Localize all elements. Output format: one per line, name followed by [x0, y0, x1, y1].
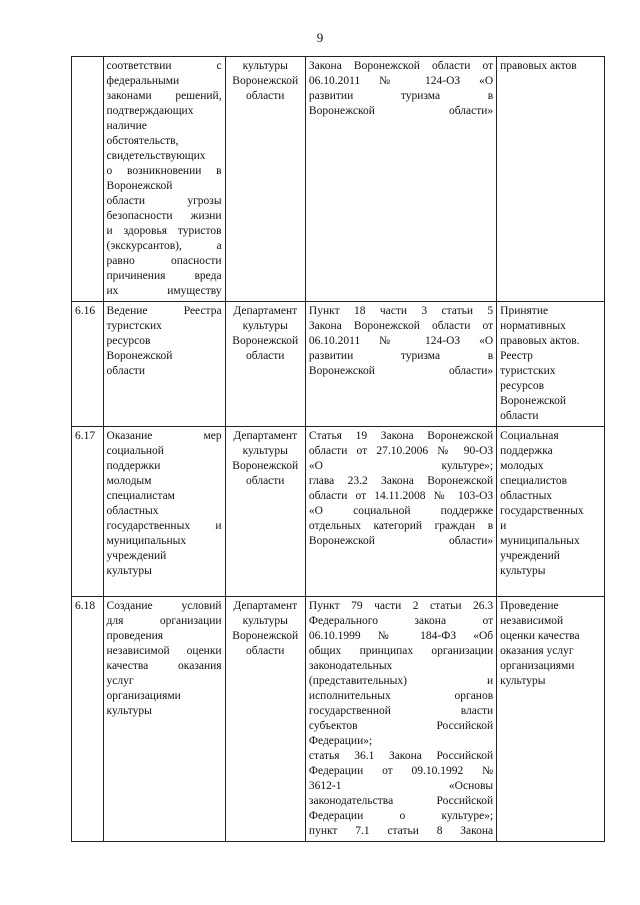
cell-line: культуры	[500, 675, 546, 687]
cell-line: безопасности жизни	[106, 210, 222, 222]
cell-line: социальной	[106, 445, 164, 457]
cell-line: нормативных	[500, 320, 566, 332]
authority-content-cell	[103, 57, 225, 302]
authority-content-cell	[103, 597, 225, 842]
cell-line: Федерации о культуре»;	[308, 810, 494, 822]
cell-line: законодательства Российской	[308, 795, 494, 807]
result-cell	[497, 427, 605, 597]
result-cell	[497, 597, 605, 842]
cell-line: общих принципах организации	[308, 645, 494, 657]
cell-line: Оказание мер	[106, 430, 222, 442]
cell-line: 3612-1 «Основы	[308, 780, 494, 792]
legal-basis-cell	[305, 597, 496, 842]
cell-line: области	[246, 645, 285, 657]
cell-line: государственной власти	[308, 705, 494, 717]
cell-line: поддержка	[500, 445, 553, 457]
cell-line: Воронежской области»	[308, 535, 494, 547]
cell-line: Пункт 79 части 2 статьи 26.3	[308, 600, 494, 612]
executor-cell	[225, 427, 305, 597]
executor-cell	[225, 302, 305, 427]
cell-line: Воронежской области»	[308, 105, 494, 117]
cell-line: Реестр	[500, 350, 533, 362]
authority-table	[71, 56, 605, 842]
cell-line: государственных	[500, 505, 584, 517]
cell-line: Федерации»;	[308, 735, 373, 747]
row-number: 6.18	[72, 597, 104, 842]
cell-line: развитии туризма в	[308, 90, 494, 102]
cell-line: правовых актов	[500, 60, 577, 72]
cell-line: Принятие	[500, 305, 549, 317]
legal-basis-cell	[305, 302, 496, 427]
cell-line: исполнительных органов	[308, 690, 494, 702]
cell-line: независимой оценки	[106, 645, 222, 657]
cell-line: глава 23.2 Закона Воронежской	[308, 475, 494, 487]
cell-line: молодым	[106, 475, 152, 487]
cell-line: статья 36.1 Закона Российской	[308, 750, 494, 762]
cell-line: Воронежской	[232, 460, 299, 472]
cell-line: законодательных	[308, 660, 393, 672]
cell-line: культуры	[500, 565, 546, 577]
result-cell	[497, 57, 605, 302]
cell-line: государственных и	[106, 520, 222, 532]
cell-line: услуг	[106, 675, 134, 687]
cell-line: ресурсов	[106, 335, 151, 347]
cell-line: организациями	[500, 660, 575, 672]
cell-line: 06.10.2011 № 124-ОЗ «О	[308, 335, 494, 347]
cell-line: Воронежской	[232, 335, 299, 347]
executor-cell	[225, 57, 305, 302]
cell-line: молодых	[500, 460, 544, 472]
page-number: 9	[316, 30, 324, 45]
cell-line: Создание условий	[106, 600, 222, 612]
authority-content-cell	[103, 427, 225, 597]
cell-line: туристских	[500, 365, 556, 377]
cell-line: специалистам	[106, 490, 175, 502]
cell-line: культуры	[242, 615, 288, 627]
cell-line: культуры	[106, 705, 152, 717]
cell-line: (представительных) и	[308, 675, 494, 687]
cell-line: учреждений	[500, 550, 560, 562]
cell-line: Федерации от 09.10.1992 №	[308, 765, 494, 777]
cell-line: учреждений	[106, 550, 167, 562]
cell-line: проведения	[106, 630, 164, 642]
cell-line: ресурсов	[500, 380, 545, 392]
cell-line: «О культуре»;	[308, 460, 494, 472]
cell-line: качества оказания	[106, 660, 222, 672]
legal-basis-cell	[305, 57, 496, 302]
legal-basis-cell	[305, 427, 496, 597]
cell-line: правовых актов.	[500, 335, 580, 347]
cell-line: туристских	[106, 320, 162, 332]
cell-line: развитии туризма в	[308, 350, 494, 362]
table-row	[72, 57, 605, 302]
table-row	[72, 427, 605, 597]
cell-line: Ведение Реестра	[106, 305, 222, 317]
cell-line: областных	[500, 490, 553, 502]
cell-line: Закона Воронежской области от	[308, 320, 494, 332]
cell-line: свидетельствующих	[106, 150, 206, 162]
cell-line: области	[106, 365, 145, 377]
cell-line: о возникновении в	[106, 165, 222, 177]
cell-line: специалистов	[500, 475, 568, 487]
cell-line: культуры	[242, 60, 288, 72]
cell-line: Проведение	[500, 600, 559, 612]
cell-line: их имуществу	[106, 285, 222, 297]
cell-line: Федерального закона от	[308, 615, 494, 627]
cell-line: Воронежской	[232, 75, 299, 87]
authority-content-cell	[103, 302, 225, 427]
table-row	[72, 302, 605, 427]
cell-line: муниципальных	[500, 535, 580, 547]
cell-line: культуры	[242, 320, 288, 332]
cell-line: области	[246, 350, 285, 362]
cell-line: культуры	[242, 445, 288, 457]
cell-line: для организации	[106, 615, 222, 627]
cell-line: «О социальной поддержке	[308, 505, 494, 517]
executor-cell	[225, 597, 305, 842]
cell-line: Департамент	[233, 430, 298, 442]
cell-line: организациями	[106, 690, 181, 702]
row-number: 6.17	[72, 427, 104, 597]
cell-line: муниципальных	[106, 535, 187, 547]
cell-line: (экскурсантов), а	[106, 240, 222, 252]
cell-line: области от 27.10.2006 № 90-ОЗ	[308, 445, 494, 457]
cell-line: Пункт 18 части 3 статьи 5	[308, 305, 494, 317]
cell-line: Воронежской	[232, 630, 299, 642]
cell-line: Социальная	[500, 430, 559, 442]
cell-line: оценки качества	[500, 630, 580, 642]
cell-line: и	[500, 520, 507, 532]
cell-line: обстоятельств,	[106, 135, 179, 147]
cell-line: Статья 19 Закона Воронежской	[308, 430, 494, 442]
cell-line: равно опасности	[106, 255, 222, 267]
cell-line: области	[246, 90, 285, 102]
cell-line: наличие	[106, 120, 147, 132]
cell-line: Департамент	[233, 600, 298, 612]
cell-line: и здоровья туристов	[106, 225, 222, 237]
cell-line: 06.10.2011 № 124-ОЗ «О	[308, 75, 494, 87]
cell-line: Воронежской	[106, 350, 173, 362]
cell-line: Воронежской области»	[308, 365, 494, 377]
cell-line: области	[246, 475, 285, 487]
cell-line: независимой	[500, 615, 564, 627]
cell-line: культуры	[106, 565, 152, 577]
cell-line: поддержки	[106, 460, 161, 472]
row-number: 6.16	[72, 302, 104, 427]
row-number	[72, 57, 104, 302]
cell-line: Департамент	[233, 305, 298, 317]
cell-line: субъектов Российской	[308, 720, 494, 732]
cell-line: Воронежской	[500, 395, 567, 407]
cell-line: соответствии с	[106, 60, 222, 72]
cell-line: оказания услуг	[500, 645, 574, 657]
table-row	[72, 597, 605, 842]
cell-line: законами решений,	[106, 90, 222, 102]
result-cell	[497, 302, 605, 427]
cell-line: отдельных категорий граждан в	[308, 520, 494, 532]
cell-line: 06.10.1999 № 184-ФЗ «Об	[308, 630, 494, 642]
cell-line: Закона Воронежской области от	[308, 60, 494, 72]
cell-line: области угрозы	[106, 195, 222, 207]
cell-line: области от 14.11.2008 № 103-ОЗ	[308, 490, 494, 502]
cell-line: Воронежской	[106, 180, 173, 192]
cell-line: пункт 7.1 статьи 8 Закона	[308, 825, 494, 837]
cell-line: федеральными	[106, 75, 180, 87]
cell-line: причинения вреда	[106, 270, 222, 282]
cell-line: подтверждающих	[106, 105, 194, 117]
cell-line: области	[500, 410, 539, 422]
cell-line: областных	[106, 505, 159, 517]
